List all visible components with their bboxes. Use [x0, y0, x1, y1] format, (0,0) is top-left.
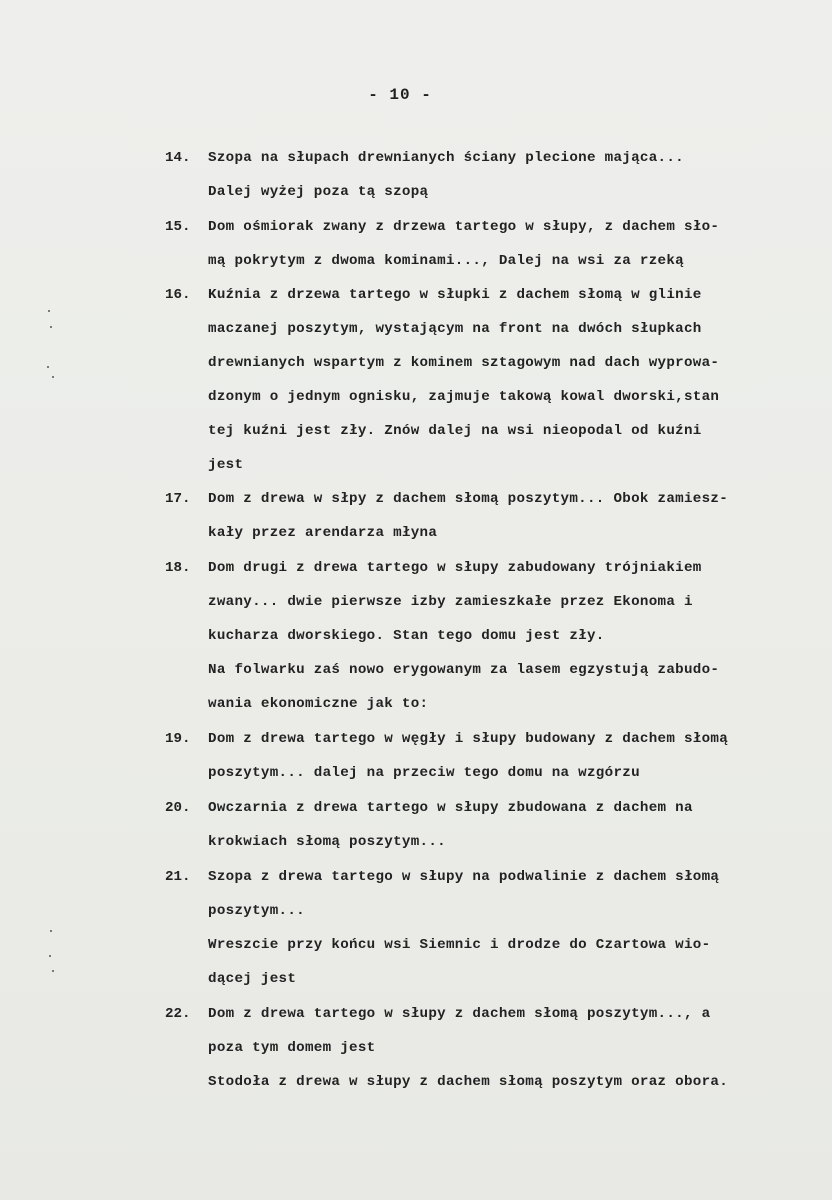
entry-line: kały przez arendarza młyna	[208, 525, 438, 541]
entry-line: kucharza dworskiego. Stan tego domu jest zły.	[208, 628, 605, 644]
entry-line: poszytym...	[208, 903, 305, 919]
scan-speck	[50, 326, 52, 328]
page-number: - 10 -	[368, 86, 432, 104]
entry-number: 15.	[165, 219, 191, 235]
entry-number: 17.	[165, 491, 191, 507]
entry-line: krokwiach słomą poszytym...	[208, 834, 446, 850]
entry-line: dącej jest	[208, 971, 297, 987]
entry-number: 16.	[165, 287, 191, 303]
entry-number: 20.	[165, 800, 191, 816]
entry-line: mą pokrytym z dwoma kominami..., Dalej na wsi za rzeką	[208, 253, 684, 269]
entry-line: maczanej poszytym, wystającym na front na dwóch słupkach	[208, 321, 702, 337]
entry-line: Szopa z drewa tartego w słupy na podwalinie z dachem słomą	[208, 869, 720, 885]
scan-speck	[48, 310, 50, 312]
entry-number: 22.	[165, 1006, 191, 1022]
entry-line: poszytym... dalej na przeciw tego domu na wzgórzu	[208, 765, 640, 781]
entry-line: zwany... dwie pierwsze izby zamieszkałe przez Ekonoma i	[208, 594, 693, 610]
entry-line: Dom z drewa tartego w węgły i słupy budowany z dachem słomą	[208, 731, 729, 747]
entry-line: tej kuźni jest zły. Znów dalej na wsi nieopodal od kuźni	[208, 423, 702, 439]
entry-line: Dom ośmiorak zwany z drzewa tartego w słupy, z dachem sło-	[208, 219, 720, 235]
entry-line: Kuźnia z drzewa tartego w słupki z dachem słomą w glinie	[208, 287, 702, 303]
scan-speck	[49, 955, 51, 957]
entry-line: Dom drugi z drewa tartego w słupy zabudowany trójniakiem	[208, 560, 702, 576]
entry-line: Szopa na słupach drewnianych ściany plecione mająca...	[208, 150, 684, 166]
entry-number: 19.	[165, 731, 191, 747]
scan-speck	[52, 376, 54, 378]
entry-number: 14.	[165, 150, 191, 166]
entry-line: drewnianych wspartym z kominem sztagowym nad dach wyprowa-	[208, 355, 720, 371]
entry-line: Dom z drewa w słpy z dachem słomą poszytym... Obok zamiesz-	[208, 491, 729, 507]
entry-line: Dom z drewa tartego w słupy z dachem słomą poszytym..., a	[208, 1006, 711, 1022]
entry-line: Wreszcie przy końcu wsi Siemnic i drodze do Czartowa wio-	[208, 937, 711, 953]
entry-line: jest	[208, 457, 244, 473]
entry-line: Owczarnia z drewa tartego w słupy zbudowana z dachem na	[208, 800, 693, 816]
scan-speck	[52, 970, 54, 972]
entry-number: 18.	[165, 560, 191, 576]
entry-line: poza tym domem jest	[208, 1040, 376, 1056]
scan-speck	[47, 366, 49, 368]
entry-line: Na folwarku zaś nowo erygowanym za lasem egzystują zabudo-	[208, 662, 720, 678]
scan-speck	[50, 930, 52, 932]
entry-line: Dalej wyżej poza tą szopą	[208, 184, 429, 200]
entry-number: 21.	[165, 869, 191, 885]
entry-line: wania ekonomiczne jak to:	[208, 696, 429, 712]
entry-line: dzonym o jednym ognisku, zajmuje takową kowal dworski,stan	[208, 389, 720, 405]
entry-line: Stodoła z drewa w słupy z dachem słomą poszytym oraz obora.	[208, 1074, 729, 1090]
